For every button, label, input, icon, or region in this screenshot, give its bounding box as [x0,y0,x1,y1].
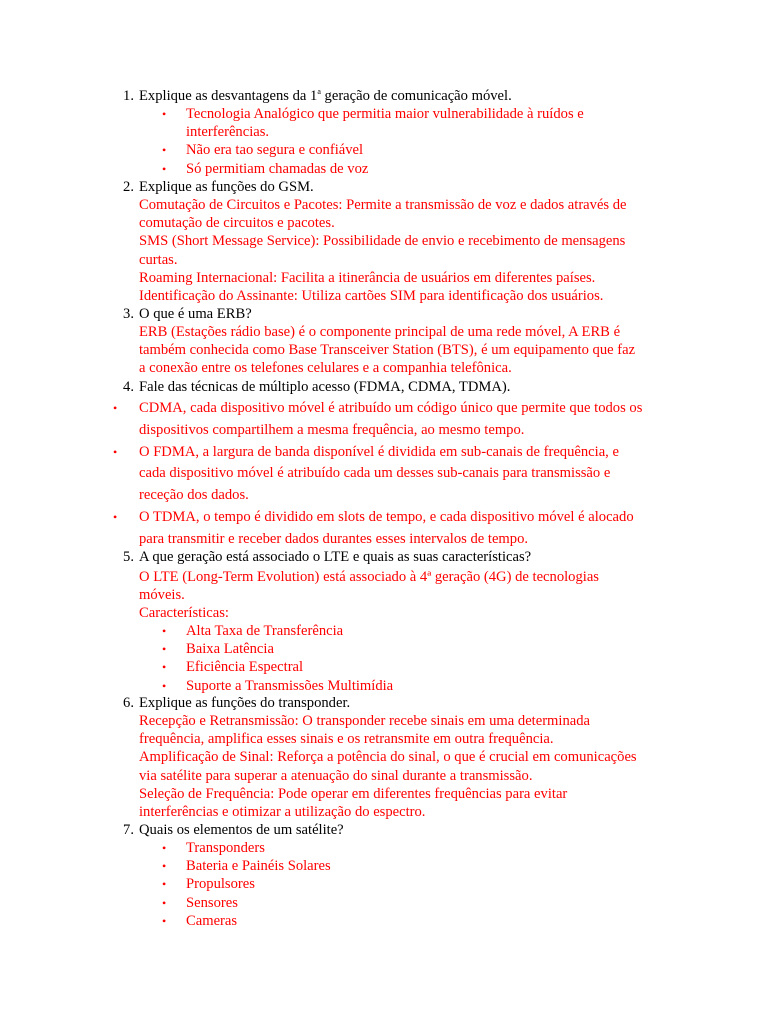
list-item: • Tecnologia Analógico que permitia maior vulnerabilidade à ruídos e [162,106,584,122]
bullet-icon: • [162,107,167,121]
answer-paragraph [139,196,679,305]
bullet-icon: • [162,678,167,693]
bullet-icon: • [162,161,167,176]
question-text: A que geração está associado o LTE e quais as suas características? [139,549,532,565]
question-text: Explique as funções do transponder. [139,695,351,711]
answer-line: Recepção e Retransmissão: O transponder recebe sinais em uma determinada [139,713,591,729]
bullet-icon: • [162,895,167,910]
answer-line: curtas. [139,251,178,268]
question-number: 4. [123,379,134,395]
list-item: • Transponders [162,840,265,856]
question-text: Fale das técnicas de múltiplo acesso (FDMA, CDMA, TDMA). [139,379,511,395]
bullet-icon: • [113,401,118,415]
question-number: 3. [123,306,134,322]
list-item: • Cameras [162,912,238,929]
answer-line: O LTE (Long-Term Evolution) está associado à 4ª geração (4G) de tecnologias [139,569,599,585]
list-item: • CDMA, cada dispositivo móvel é atribuído um código único que permite que todos os dispositivos compartilhem a mesma frequência, ao mesmo tempo. [113,400,643,438]
answer-paragraph [139,323,679,378]
answer-line: interferências e otimizar a utilização do espectro. [139,804,426,821]
answer-line: comutação de circuitos e pacotes. [139,215,335,232]
question-text [139,87,512,105]
answer-line: a conexão entre os telefones celulares e a companhia telefônica. [139,360,512,377]
question-number: 1. [123,88,134,104]
question-number: 5. [123,549,134,565]
answer-line: Seleção de Frequência: Pode operar em diferentes frequências para evitar [139,785,568,802]
bullet-icon: • [162,624,167,638]
list-item-continuation: interferências. [186,124,270,141]
superscript: a [317,87,321,96]
list-item: • O FDMA, a largura de banda disponível é dividida em sub-canais de frequência, e cada dispositivo móvel é atribuído cada um desses sub-canais para transmissão e receção dos dados. [113,443,619,504]
question-number: 6. [123,695,134,711]
list-item: • Sensores [162,894,238,911]
list-item: • Não era tao segura e confiável [162,142,364,159]
answer-line: também conhecida como Base Transceiver Station (BTS), é um equipamento que faz [139,342,636,359]
question-text-part: Explique as desvantagens da 1 [139,88,318,104]
question-number: 2. [123,179,134,195]
bullet-icon: • [113,444,118,459]
answer-line: via satélite para superar a atenuação do sinal durante a transmissão. [139,767,533,784]
answer-paragraph [139,568,679,623]
question-text-part: geração de comunicação móvel. [320,88,512,104]
answer-line: Comutação de Circuitos e Pacotes: Permite a transmissão de voz e dados através de [139,197,627,213]
answer-line: Amplificação de Sinal: Reforça a potência do sinal, o que é crucial em comunicações [139,749,637,766]
answer-line: Roaming Internacional: Facilita a itinerância de usuários em diferentes países. [139,269,596,286]
bullet-icon: • [162,660,167,675]
answer-line: Identificação do Assinante: Utiliza cartões SIM para identificação dos usuários. [139,288,604,305]
question-number: 7. [123,822,134,838]
list-item: • Eficiência Espectral [162,659,304,676]
list-item: • Só permitiam chamadas de voz [162,160,369,177]
question-text: O que é uma ERB? [139,306,252,322]
bullet-icon: • [162,859,167,874]
bullet-icon: • [162,642,167,657]
answer-line: móveis. [139,587,185,604]
list-item: • Propulsores [162,876,255,893]
bullet-icon: • [162,841,167,855]
answer-line: SMS (Short Message Service): Possibilidade de envio e recebimento de mensagens [139,233,626,250]
question-text: Quais os elementos de um satélite? [139,822,344,838]
list-item: • Alta Taxa de Transferência [162,623,344,639]
bullet-icon: • [113,509,118,524]
list-item: • Bateria e Painéis Solares [162,858,331,875]
answer-bullet-list [139,105,639,178]
answer-bullet-list [110,398,680,551]
answer-line: frequência, amplifica esses sinais e os retransmite em outra frequência. [139,731,554,748]
list-item: • Baixa Latência [162,641,274,658]
bullet-icon: • [162,913,167,928]
answer-bullet-list [139,622,639,695]
question-text: Explique as funções do GSM. [139,179,314,195]
bullet-icon: • [162,143,167,158]
bullet-icon: • [162,877,167,892]
answer-line: ERB (Estações rádio base) é o componente principal de uma rede móvel, A ERB é [139,324,621,340]
answer-paragraph [139,712,679,821]
answer-line: Características: [139,605,229,622]
list-item: • O TDMA, o tempo é dividido em slots de tempo, e cada dispositivo móvel é alocado para transmitir e receber dados durantes esses intervalos de tempo. [113,508,634,547]
list-item: • Suporte a Transmissões Multimídia [162,677,394,694]
answer-bullet-list [139,839,639,930]
